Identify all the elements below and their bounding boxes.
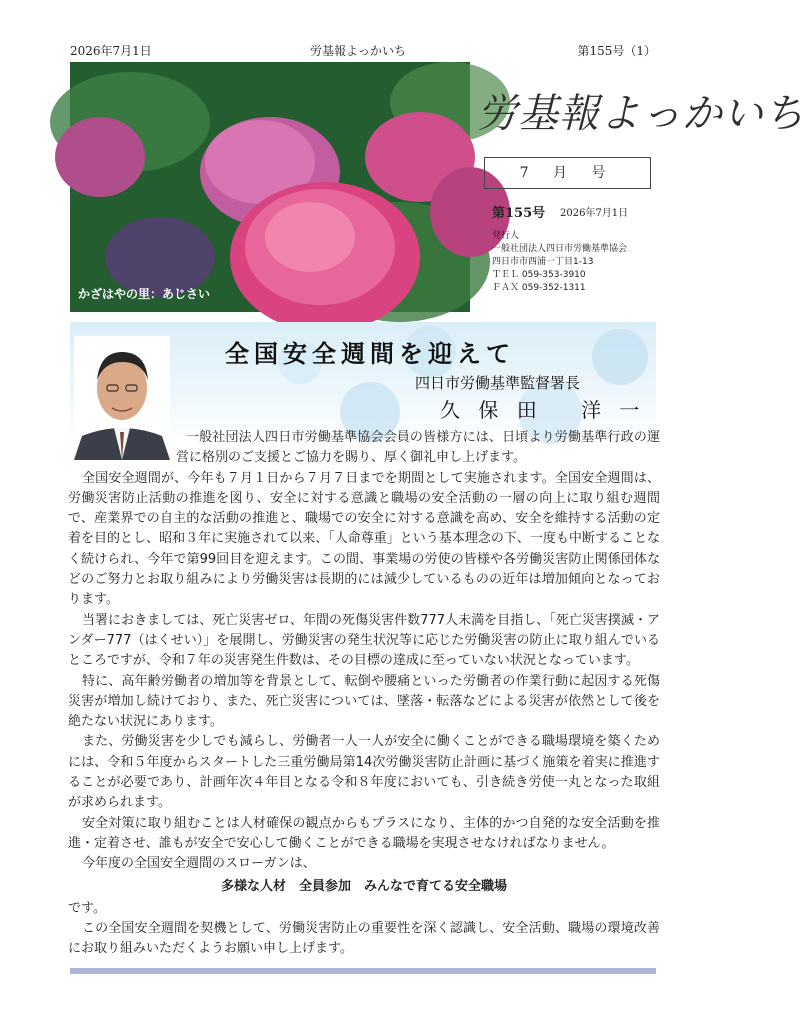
photo-caption: かざはやの里：あじさい xyxy=(78,287,211,301)
article-paragraph: 一般社団法人四日市労働基準協会会員の皆様方には、日頃より労働基準行政の運営に格別のご支援とご協力を賜り、厚く御礼申し上げます。 xyxy=(176,430,660,466)
month-box: 7 月 号 xyxy=(484,157,651,189)
publisher-line: ＴＥＬ 059-353-3910 xyxy=(492,270,586,280)
publisher-line: 一般社団法人四日市労働基準協会 xyxy=(492,244,628,254)
article-paragraph: です。 xyxy=(68,900,106,916)
author-organization: 四日市労働基準監督署長 xyxy=(415,374,581,392)
masthead xyxy=(472,62,805,312)
article-paragraph: 安全対策に取り組むことは人材確保の観点からもプラスになり、主体的かつ自発的な安全活動を推進・定着させ、誰もが安全で安心して働くことができる職場を実現させなければなりません。 xyxy=(68,815,660,851)
article-paragraph: 当署におきましては、死亡災害ゼロ、年間の死傷災害件数777人未満を目指し、「死亡災害撲滅・アンダー777（はくせい）」を展開し、労働災害の発生状況等に応じた労働災害の防止に取り組んでいるところですが、令和７年の災害発生件数は、その目標の達成に至っていない状況となっています。 xyxy=(68,612,660,669)
page-header xyxy=(70,40,656,62)
bottom-divider xyxy=(70,968,656,974)
publisher-line: 発行人 xyxy=(492,231,520,241)
article-paragraph: また、労働災害を少しでも減らし、労働者一人一人が安全に働くことができる職場環境を築くためには、令和５年度からスタートした三重労働局第14次労働災害防止計画に基づく施策を着実に推進することが必要であり、計画年次４年目となる令和８年度においても、引き続き労使一丸となった取組が求められます。 xyxy=(68,734,660,811)
masthead-issue-date: 2026年7月1日 xyxy=(560,208,629,219)
article-paragraph: 特に、高年齢労働者の増加等を背景として、転倒や腰痛といった労働者の作業行動に起因する死傷災害が増加し続けており、また、死亡災害については、墜落・転落などによる災害が依然として後を絶たない状況にあります。 xyxy=(68,673,660,730)
masthead-logo: 労基報よっかいち xyxy=(477,91,805,137)
publisher-info xyxy=(492,230,627,295)
header-publication: 労基報よっかいち xyxy=(310,44,407,58)
article-closing: この全国安全週間を契機として、労働災害防止の重要性を深く認識し、安全活動、職場の環境改善にお取り組みいただくようお願い申し上げます。 xyxy=(68,921,660,957)
article-body xyxy=(68,428,660,960)
publisher-line: ＦＡＸ 059-352-1311 xyxy=(492,283,586,293)
publisher-line: 四日市市西浦一丁目1-13 xyxy=(492,257,594,267)
article-paragraph: 全国安全週間が、今年も７月１日から７月７日までを期間として実施されます。全国安全週間は、労働災害防止活動の推進を図り、安全に対する意識と職場の安全活動の一層の向上に取り組む週間で、産業界での自主的な活動の推進と、職場での安全に対する意識を高め、安全を維持する活動の定着を目的とし、昭和３年に実施されて以来、「人命尊重」という基本理念の下、一度も中断することなく続けられ、今年で第99回目を迎えます。この間、事業場の労使の皆様や各労働災害防止関係団体などのご努力とお取り組みにより労働災害は長期的には減少しているものの近年は増加傾向となっております。 xyxy=(68,470,660,608)
safety-slogan: 多様な人材 全員参加 みんなで育てる安全職場 xyxy=(220,878,507,894)
masthead-issue-number: 第155号 xyxy=(492,206,546,221)
author-name: 久 保 田 洋 一 xyxy=(440,398,646,422)
header-issue: 第155号（1） xyxy=(577,44,656,58)
article-title: 全国安全週間を迎えて xyxy=(225,339,515,368)
article-paragraph: 今年度の全国安全週間のスローガンは、 xyxy=(82,856,316,872)
hydrangea-photo xyxy=(70,62,470,312)
hydrangea-illustration xyxy=(70,62,470,312)
header-date: 2026年7月1日 xyxy=(70,44,152,58)
